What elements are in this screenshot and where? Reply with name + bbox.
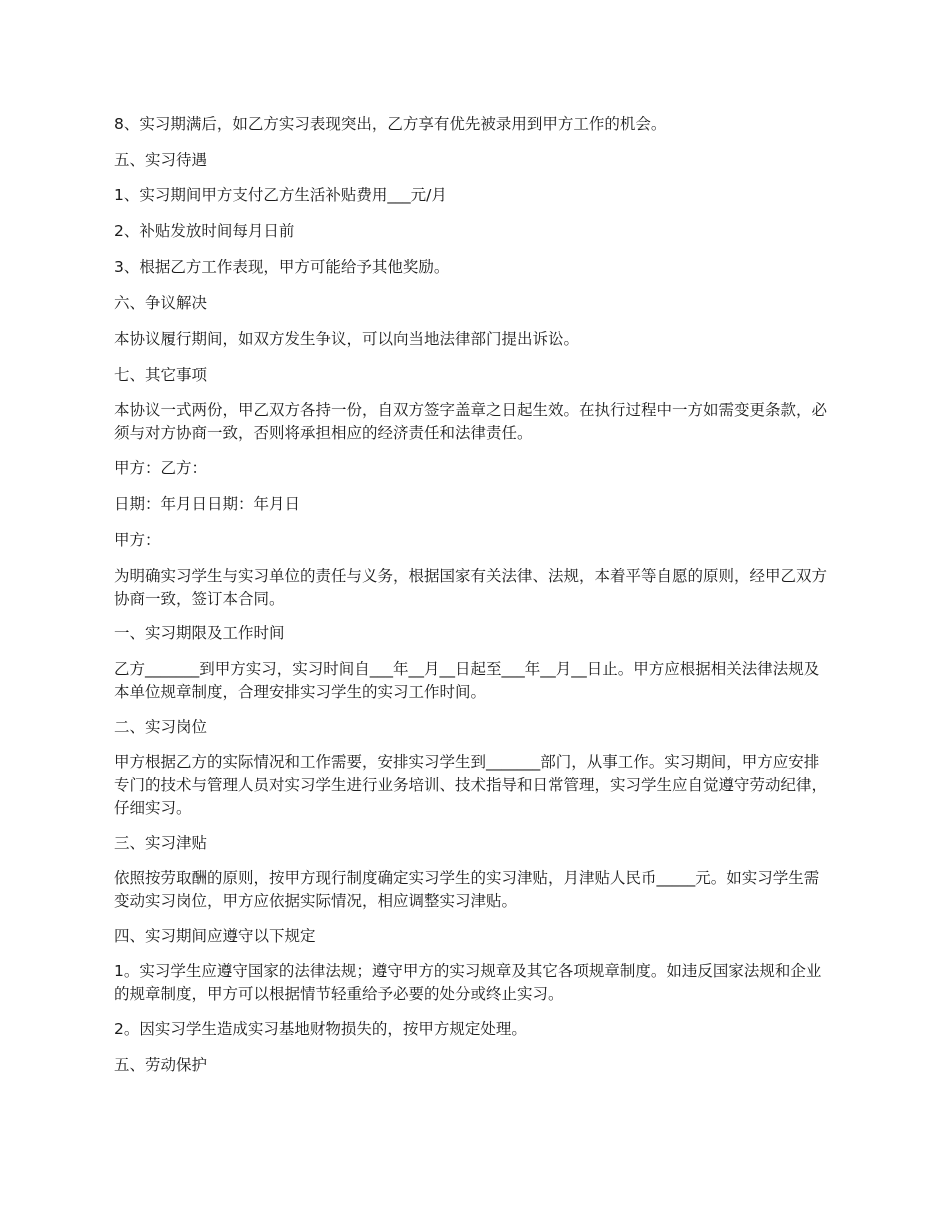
clause-stipend-amount: 依照按劳取酬的原则，按甲方现行制度确定实习学生的实习津贴，月津贴人民币_____元。如实习学生需变动实习岗位，甲方应依据实际情况，相应调整实习津贴。 (114, 869, 820, 910)
clause-other-rewards: 3、根据乙方工作表现，甲方可能给予其他奖励。 (114, 258, 450, 276)
clause-8-priority-hiring: 8、实习期满后，如乙方实习表现突出，乙方享有优先被录用到甲方工作的机会。 (114, 115, 667, 133)
clause-copies-and-changes: 本协议一式两份，甲乙双方各持一份，自双方签字盖章之日起生效。在执行过程中一方如需变更条款，必须与对方协商一致，否则将承担相应的经济责任和法律责任。 (114, 401, 828, 442)
heading-other-matters: 七、其它事项 (114, 366, 208, 384)
contract-preamble: 为明确实习学生与实习单位的责任与义务，根据国家有关法律、法规，本着平等自愿的原则，经甲乙双方协商一致，签订本合同。 (114, 567, 828, 608)
heading-dispute-resolution: 六、争议解决 (114, 294, 208, 312)
clause-obey-regulations: 1。实习学生应遵守国家的法律法规；遵守甲方的实习规章及其它各项规章制度。如违反国家法规和企业的规章制度，甲方可以根据情节轻重给予必要的处分或终止实习。 (114, 962, 822, 1003)
heading-labor-protection: 五、劳动保护 (114, 1056, 208, 1074)
signature-dates-line: 日期：年月日日期：年月日 (114, 495, 301, 513)
heading-internship-position: 二、实习岗位 (114, 718, 208, 736)
clause-allowance-payment-date: 2、补贴发放时间每月日前 (114, 222, 295, 240)
heading-internship-treatment: 五、实习待遇 (114, 151, 208, 169)
clause-dispute-lawsuit: 本协议履行期间，如双方发生争议，可以向当地法律部门提出诉讼。 (114, 330, 580, 348)
heading-period-and-hours: 一、实习期限及工作时间 (114, 624, 285, 642)
clause-property-damage: 2。因实习学生造成实习基地财物损失的，按甲方规定处理。 (114, 1020, 527, 1038)
heading-internship-stipend: 三、实习津贴 (114, 834, 208, 852)
clause-internship-period: 乙方_______到甲方实习，实习时间自___年__月__日起至___年__月__日止。甲方应根据相关法律法规及本单位规章制度，合理安排实习学生的实习工作时间。 (114, 660, 820, 701)
clause-living-allowance: 1、实习期间甲方支付乙方生活补贴费用___元/月 (114, 186, 447, 204)
party-a-label: 甲方： (114, 531, 161, 549)
clause-position-assignment: 甲方根据乙方的实际情况和工作需要，安排实习学生到_______部门，从事工作。实习期间，甲方应安排专门的技术与管理人员对实习学生进行业务培训、技术指导和日常管理，实习学生应自觉遵守劳动纪律，仔细实习。 (114, 753, 828, 817)
signature-parties-line: 甲方：乙方： (114, 459, 208, 477)
heading-rules-during-internship: 四、实习期间应遵守以下规定 (114, 927, 316, 945)
